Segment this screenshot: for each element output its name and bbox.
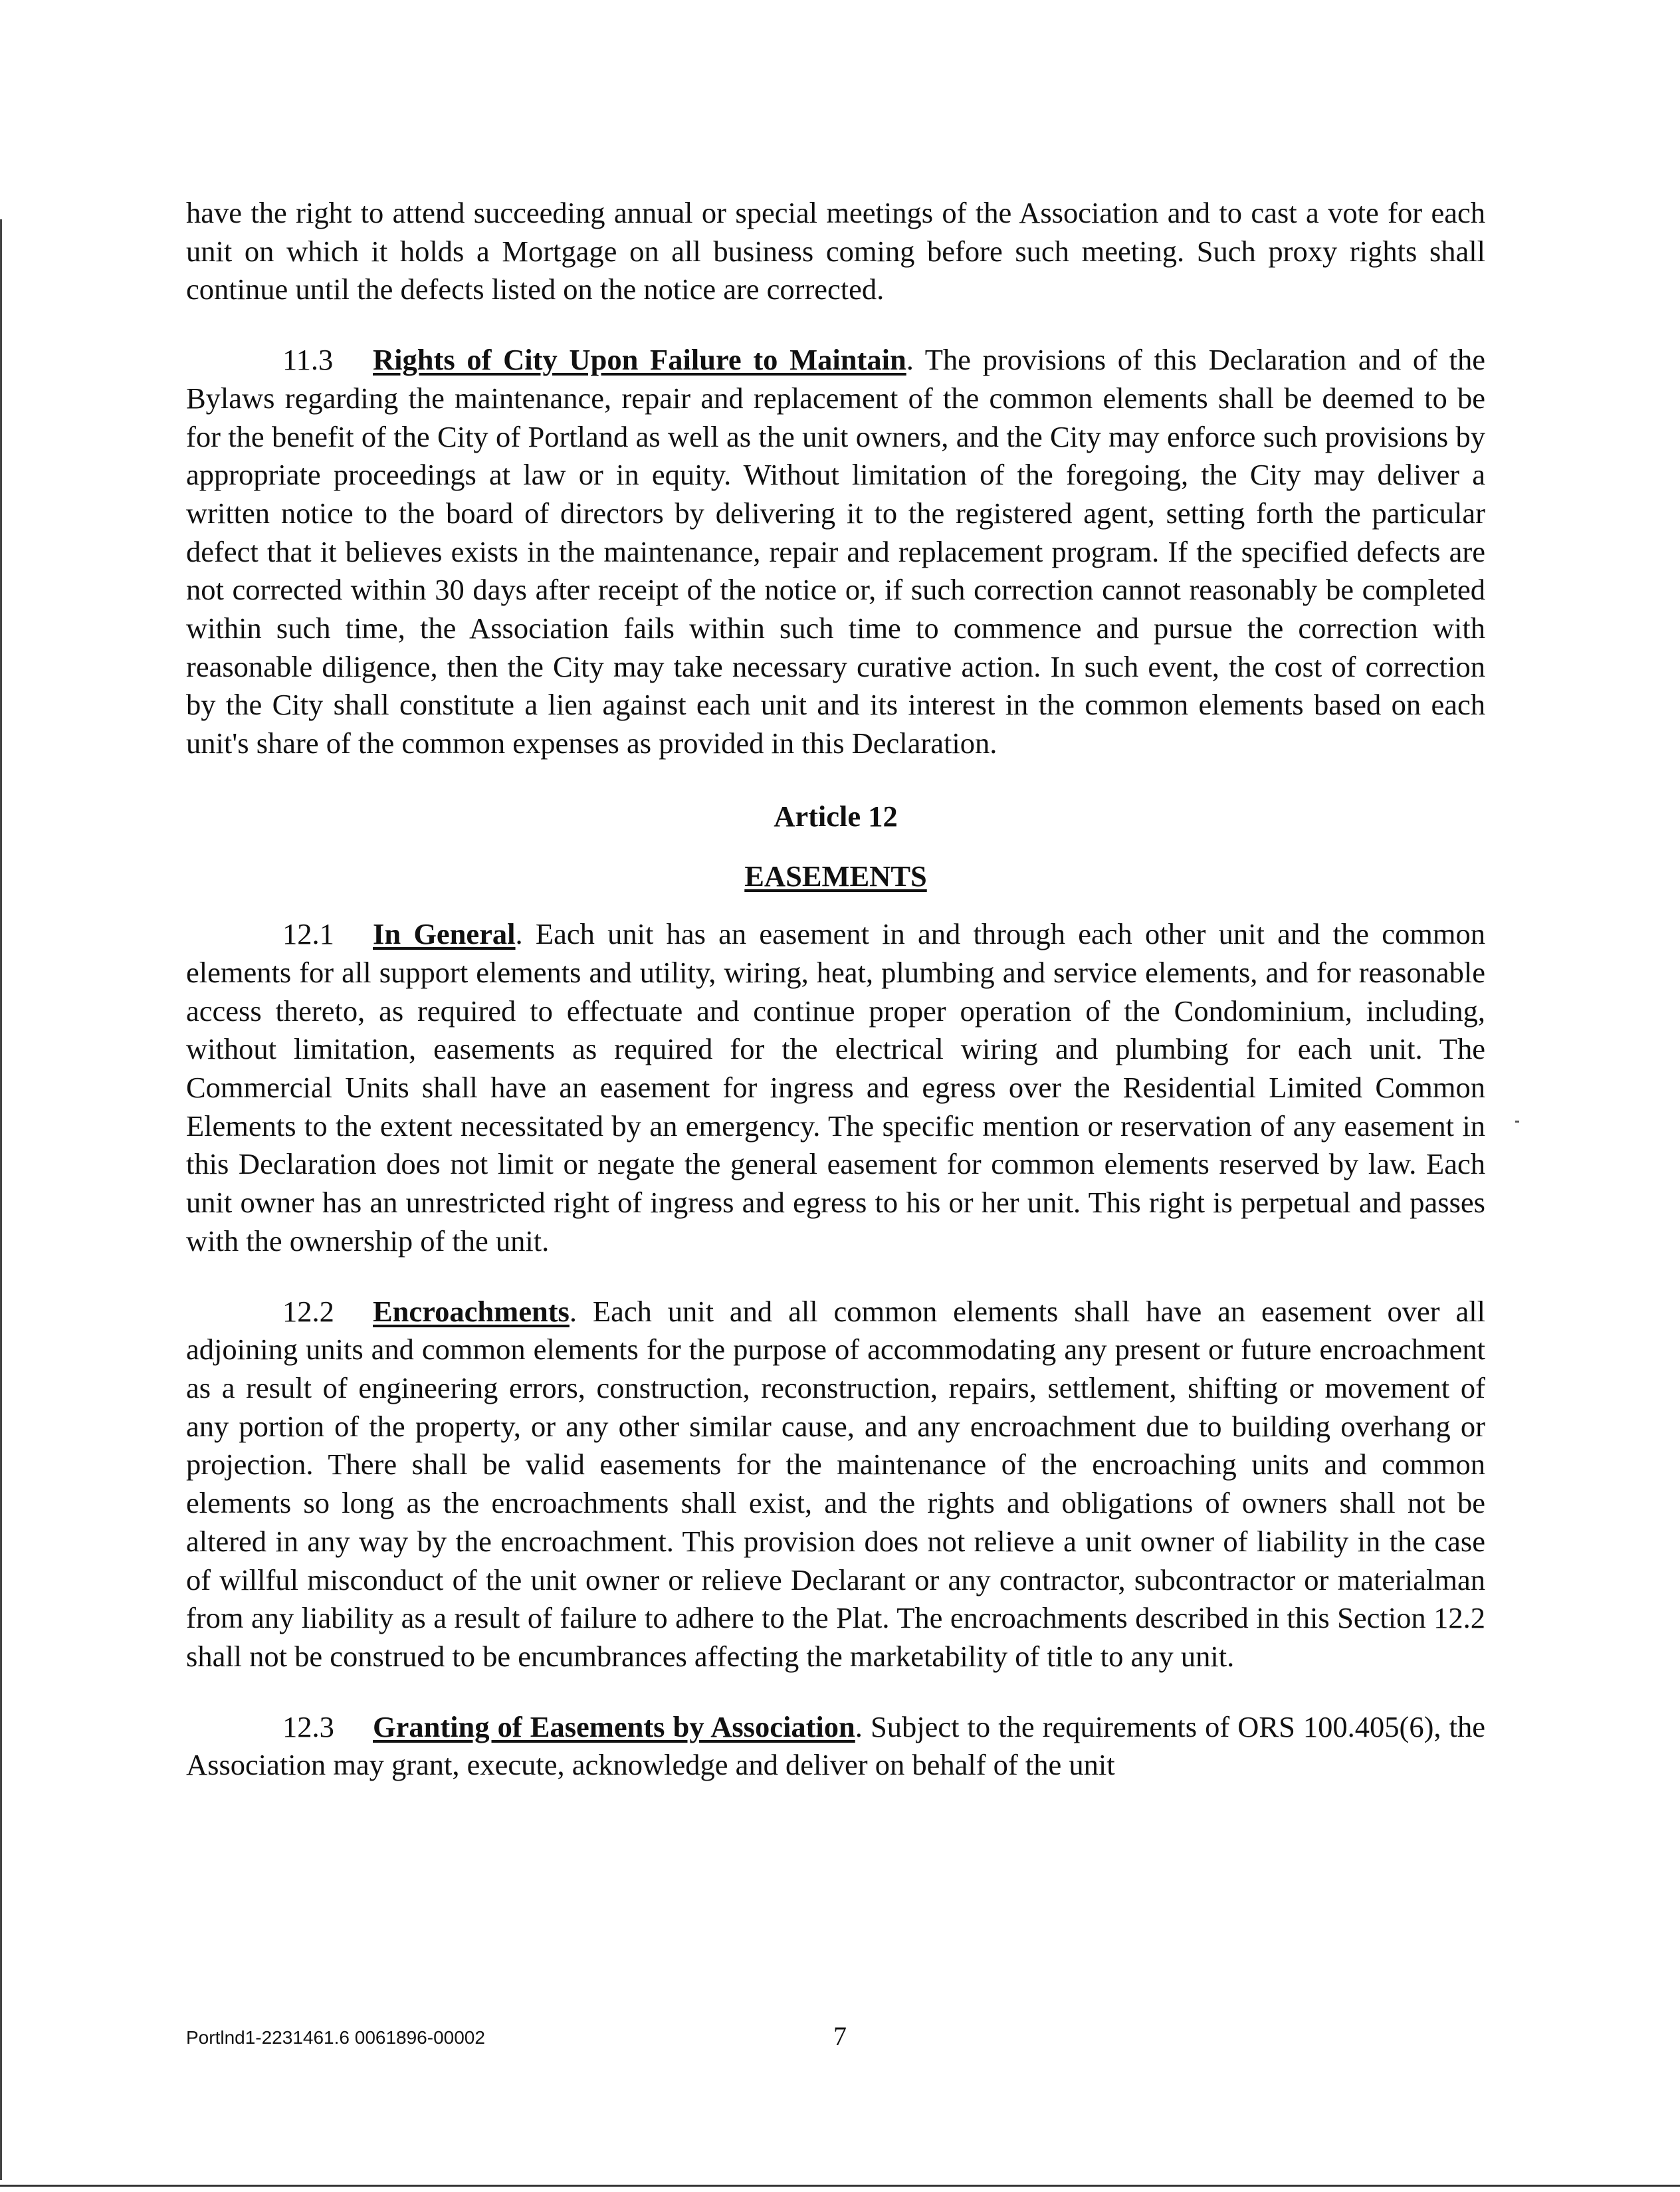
section-number: 12.2 — [282, 1294, 334, 1328]
section-12-1 — [186, 915, 1485, 1260]
section-body: . Each unit has an easement in and through each other unit and the common elements for all support elements and utility, wiring, heat, plumbing and service elements, and for reasonable access thereto, as required to effectuate and continue proper operation of the Condominium, including, without limitation, easements as required for the electrical wiring and plumbing for each unit. The Commercial Units shall have an easement for ingress and egress over the Residential Limited Common Elements to the extent necessitated by an emergency. The specific mention or reservation of any easement in this Declaration does not limit or negate the general easement for common elements reserved by law. Each unit owner has an unrestricted right of ingress and egress to his or her unit. This right is perpetual and passes with the ownership of the unit. — [186, 917, 1485, 1258]
section-number: 11.3 — [282, 343, 334, 377]
section-11-3 — [186, 341, 1485, 763]
scan-edge-bottom — [0, 2185, 1680, 2187]
section-body: . The provisions of this Declaration and of the Bylaws regarding the maintenance, repair and replacement of the common elements shall be deemed to be for the benefit of the City of Portland as well as the unit owners, and the City may enforce such provisions by appropriate proceedings at law or in equity. Without limitation of the foregoing, the City may deliver a written notice to the board of directors by delivering it to the registered agent, setting forth the particular defect that it believes exists in the maintenance, repair and replacement program. If the specified defects are not corrected within 30 days after receipt of the notice or, if such correction cannot reasonably be completed within such time, the Association fails within such time to commence and pursue the correction with reasonable diligence, then the City may take necessary curative action. In such event, the cost of correction by the City shall constitute a lien against each unit and its interest in the common elements based on each unit's share of the common expenses as provided in this Declaration. — [186, 343, 1485, 760]
opening-text: have the right to attend succeeding annual or special meetings of the Association and to cast a vote for each unit on which it holds a Mortgage on all business coming before such meeting. Such proxy rights shall continue until the defects listed on the notice are corrected. — [186, 196, 1485, 306]
section-body: . Subject to the requirements of ORS 100.405(6), the Association may grant, execute, acknowledge and deliver on behalf of the unit — [186, 1709, 1485, 1782]
article-title: Article 12 — [774, 799, 898, 833]
section-12-3 — [186, 1708, 1485, 1785]
opening-paragraph — [186, 194, 1485, 309]
scan-speck — [1515, 1121, 1519, 1123]
footer-page-number: 7 — [833, 2021, 847, 2051]
article-name: EASEMENTS — [744, 859, 927, 893]
section-heading: Rights of City Upon Failure to Maintain — [373, 343, 906, 377]
section-number: 12.1 — [282, 917, 334, 951]
section-heading: Granting of Easements by Association — [373, 1709, 855, 1743]
scan-edge-left — [0, 219, 2, 2180]
section-heading: Encroachments — [373, 1294, 570, 1328]
section-number: 12.3 — [282, 1709, 334, 1743]
section-12-2 — [186, 1293, 1485, 1676]
document-body — [186, 194, 1485, 1785]
section-heading: In General — [373, 917, 516, 951]
footer-document-id: Portlnd1-2231461.6 0061896-00002 — [186, 2027, 485, 2048]
section-body: . Each unit and all common elements shall have an easement over all adjoining units and common elements for the purpose of accommodating any present or future encroachment as a result of engineering errors, construction, reconstruction, repairs, settlement, shifting or movement of any portion of the property, or any other similar cause, and any encroachment due to building overhang or projection. There shall be valid easements for the maintenance of the encroaching units and common elements so long as the encroachments shall exist, and the rights and obligations of owners shall not be altered in any way by the encroachment. This provision does not relieve a unit owner of liability in the case of willful misconduct of the unit owner or relieve Declarant or any contractor, subcontractor or materialman from any liability as a result of failure to adhere to the Plat. The encroachments described in this Section 12.2 shall not be construed to be encumbrances affecting the marketability of title to any unit. — [186, 1294, 1485, 1673]
